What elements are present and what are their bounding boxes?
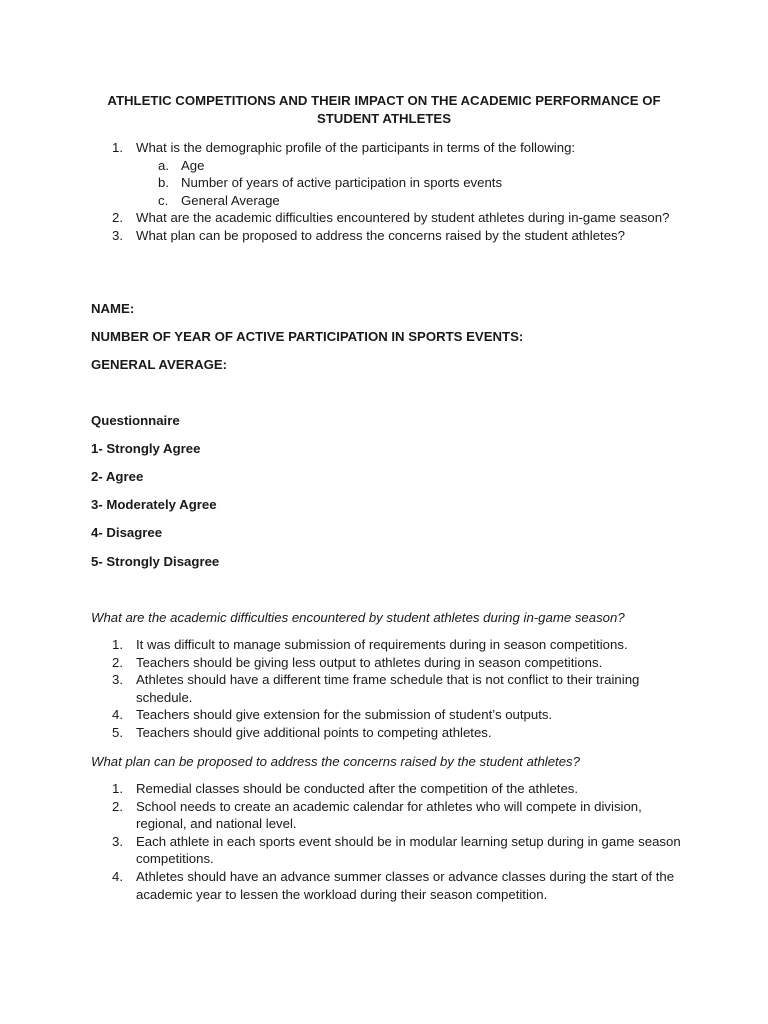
- list-text: Athletes should have a different time frame schedule that is not conflict to their training schedule.: [136, 672, 640, 705]
- list-text: Number of years of active participation in sports events: [181, 175, 503, 191]
- list-item: [0, 780, 682, 798]
- list-item: [0, 868, 682, 903]
- list-letter: b.: [158, 175, 169, 191]
- document-title: ATHLETIC COMPETITIONS AND THEIR IMPACT ON THE ACADEMIC PERFORMANCE OF STUDENT ATHLETES: [107, 93, 661, 126]
- sub-item-average: [136, 192, 682, 210]
- list-number: 3.: [112, 833, 123, 849]
- list-letter: c.: [158, 192, 169, 208]
- research-questions: [0, 139, 682, 245]
- scale-item-2: 2- Agree: [91, 469, 144, 484]
- research-question-1: [0, 139, 682, 209]
- years-field-label: NUMBER OF YEAR OF ACTIVE PARTICIPATION IN SPORTS EVENTS:: [91, 329, 524, 344]
- research-question-3: [0, 227, 682, 245]
- scale-item-4: 4- Disagree: [91, 525, 163, 540]
- list-number: 2.: [112, 210, 123, 226]
- name-field-label: NAME:: [91, 301, 135, 316]
- list-text: What plan can be proposed to address the concerns raised by the student athletes?: [136, 227, 625, 243]
- questionnaire-heading: Questionnaire: [91, 413, 180, 428]
- list-number: 2.: [112, 798, 123, 814]
- list-text: What are the academic difficulties encountered by student athletes during in-game season?: [136, 210, 670, 226]
- list-text: Each athlete in each sports event should be in modular learning setup during in game season competitions.: [136, 833, 681, 867]
- list-number: 1.: [112, 140, 123, 155]
- research-question-2: [0, 209, 682, 227]
- list-text: School needs to create an academic calendar for athletes who will compete in division, regional, and national level.: [136, 798, 642, 832]
- list-item: [0, 654, 682, 672]
- list-number: 4.: [112, 707, 123, 723]
- list-text: Remedial classes should be conducted after the competition of the athletes.: [136, 781, 579, 796]
- section1-question: What are the academic difficulties encountered by student athletes during in-game season?: [91, 610, 625, 625]
- list-item: [0, 798, 682, 833]
- scale-item-3: 3- Moderately Agree: [91, 497, 217, 512]
- list-text: It was difficult to manage submission of requirements during in season competitions.: [136, 637, 628, 652]
- demographic-sublist: [136, 157, 682, 210]
- sub-item-age: [136, 157, 682, 175]
- scale-item-5: 5- Strongly Disagree: [91, 554, 220, 569]
- list-text: Teachers should give additional points to competing athletes.: [136, 724, 492, 740]
- list-item: [0, 671, 682, 706]
- list-text: Teachers should give extension for the submission of student’s outputs.: [136, 707, 553, 723]
- list-text: What is the demographic profile of the participants in terms of the following:: [136, 140, 576, 155]
- section2-list: [0, 780, 682, 903]
- list-letter: a.: [158, 157, 169, 173]
- list-number: 3.: [112, 672, 123, 688]
- list-number: 3.: [112, 227, 123, 243]
- list-text: Athletes should have an advance summer classes or advance classes during the start of the academic year to lessen the workload during their season competition.: [136, 868, 675, 902]
- list-item: [0, 636, 682, 654]
- list-text: General Average: [181, 192, 280, 208]
- scale-item-1: 1- Strongly Agree: [91, 441, 201, 456]
- section2-question: What plan can be proposed to address the concerns raised by the student athletes?: [91, 754, 580, 769]
- list-number: 1.: [112, 781, 123, 796]
- list-number: 1.: [112, 637, 123, 652]
- list-text: Teachers should be giving less output to athletes during in season competitions.: [136, 654, 603, 670]
- list-text: Age: [181, 157, 205, 173]
- sub-item-years: [136, 174, 682, 192]
- list-item: [0, 724, 682, 742]
- list-number: 5.: [112, 724, 123, 740]
- list-number: 4.: [112, 868, 123, 884]
- section1-list: [0, 636, 682, 742]
- list-number: 2.: [112, 654, 123, 670]
- list-item: [0, 833, 682, 868]
- list-item: [0, 706, 682, 724]
- average-field-label: GENERAL AVERAGE:: [91, 357, 228, 372]
